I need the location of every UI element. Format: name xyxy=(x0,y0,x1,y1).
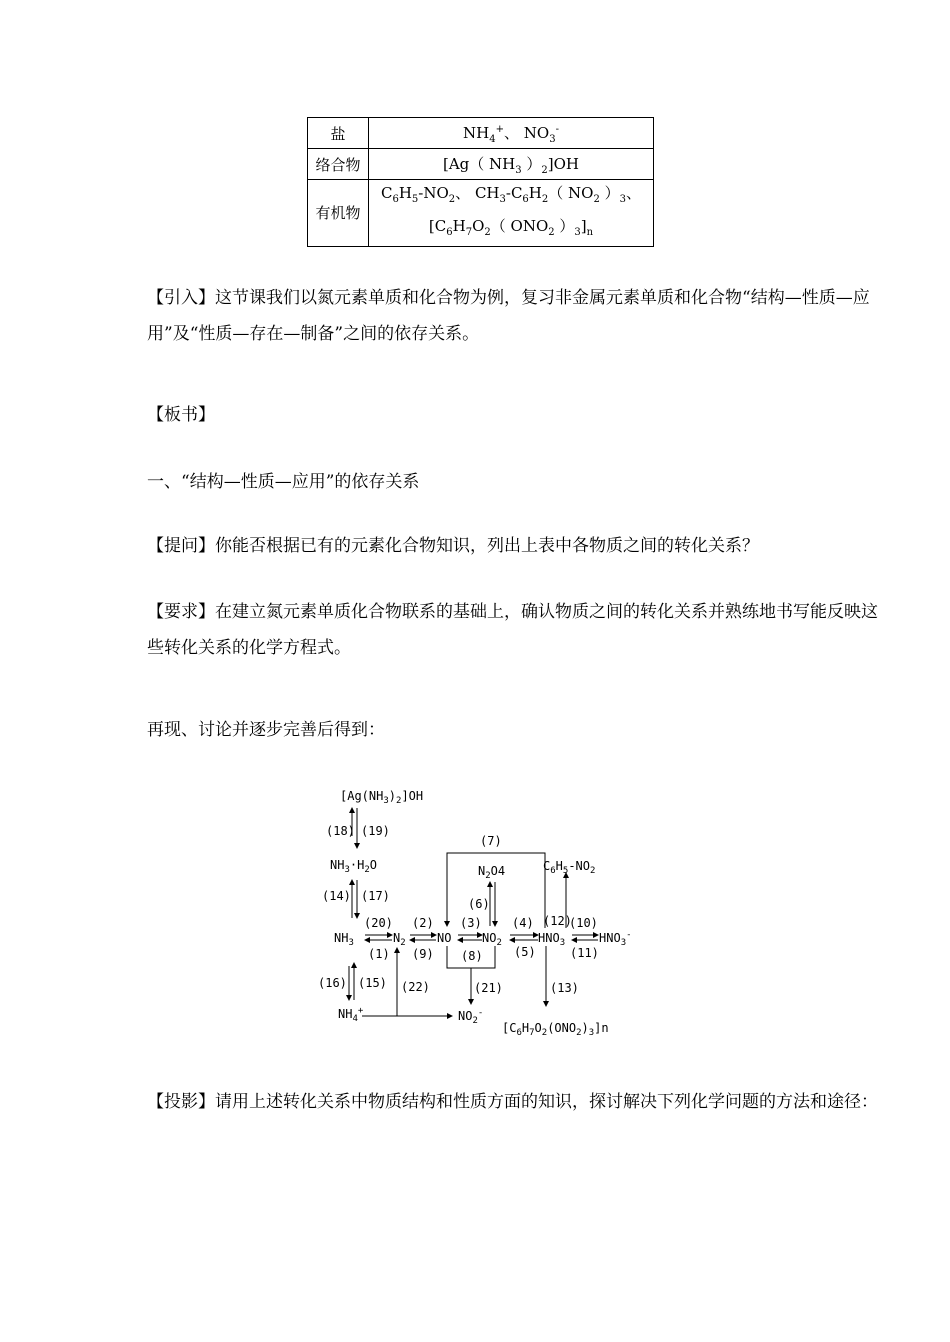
question-text: 你能否根据已有的元素化合物知识，列出上表中各物质之间的转化关系？ xyxy=(215,536,759,556)
result-line: 再现、讨论并逐步完善后得到： xyxy=(147,720,385,740)
species-hno3: $HNO_3$ xyxy=(538,931,566,948)
label-19: (19) xyxy=(361,824,390,838)
label-14: (14) xyxy=(322,889,351,903)
label-6: (6) xyxy=(468,897,490,911)
label-7: (7) xyxy=(480,834,502,848)
species-cellulose-nitrate: $[C_6H_7O_2(ONO_2)_3]n$ xyxy=(502,1021,609,1038)
heading-1: 一、“结构—性质—应用”的依存关系 xyxy=(147,472,420,492)
label-11: (11) xyxy=(570,946,599,960)
row-content-complex: [Ag（ $NH_3$ ）$_2]OH$ xyxy=(369,149,654,180)
species-no2: $NO_2$ xyxy=(482,931,502,948)
label-17: (17) xyxy=(361,889,390,903)
board-tag: 【板书】 xyxy=(147,405,215,425)
species-nh3: $NH_3$ xyxy=(334,931,354,948)
label-10: (10) xyxy=(569,916,598,930)
species-nitrite: $NO_2^-$ xyxy=(458,1008,484,1026)
label-15: (15) xyxy=(358,976,387,990)
species-nitrate-ion: $HNO_3^-$ xyxy=(599,930,632,948)
row-content-organic: $C_6H_5-NO_2$、 $CH_3-C_6H_2$（ $NO_2$ ）$_3$、 [$C_6H_7O_2$（ $ONO_2$ ）$_3]_n$ xyxy=(369,180,654,247)
projection-text: 请用上述转化关系中物质结构和性质方面的知识，探讨解决下列化学问题的方法和途径： xyxy=(215,1092,878,1112)
species-ag-complex: $[Ag(NH_3)_2]OH$ xyxy=(340,789,424,806)
requirement-text: 在建立氮元素单质化合物联系的基础上，确认物质之间的转化关系并熟练地书写能反映这些转化关系的化学方程式。 xyxy=(147,602,878,658)
label-22: (22) xyxy=(401,980,430,994)
label-1: (1) xyxy=(368,947,390,961)
label-18: (18) xyxy=(326,824,355,838)
label-20: (20) xyxy=(364,916,393,930)
label-16: (16) xyxy=(318,976,347,990)
row-category: 有机物 xyxy=(308,180,369,247)
nitrogen-conversion-diagram xyxy=(300,778,660,1048)
requirement-paragraph xyxy=(105,594,887,666)
row-content-salt: $NH_4^+$、 $NO_3^-$ xyxy=(369,118,654,149)
intro-paragraph xyxy=(105,280,887,352)
substance-table xyxy=(307,117,654,247)
label-4: (4) xyxy=(512,916,534,930)
label-21: (21) xyxy=(474,981,503,995)
species-nitrobenzene: $C_6H_5-NO_2$ xyxy=(543,859,596,876)
projection-paragraph xyxy=(105,1084,887,1120)
table-row xyxy=(308,118,654,149)
label-9: (9) xyxy=(412,947,434,961)
question-tag: 【提问】 xyxy=(147,536,215,556)
label-13: (13) xyxy=(550,981,579,995)
label-12: (12) xyxy=(543,914,572,928)
table-row xyxy=(308,180,654,247)
intro-text: 这节课我们以氮元素单质和化合物为例，复习非金属元素单质和化合物“结构—性质—应用”及“性质—存在—制备”之间的依存关系。 xyxy=(147,288,870,344)
label-5: (5) xyxy=(514,945,536,959)
species-n2o4: $N_2O4$ xyxy=(478,864,506,881)
species-ammonium: $NH_4^+$ xyxy=(338,1006,364,1024)
requirement-tag: 【要求】 xyxy=(147,602,215,622)
table-row xyxy=(308,149,654,180)
species-n2: $N_2$ xyxy=(393,931,406,948)
label-2: (2) xyxy=(412,916,434,930)
row-category: 盐 xyxy=(308,118,369,149)
label-8: (8) xyxy=(461,949,483,963)
species-ammonia-water: $NH_3\cdot H_2O$ xyxy=(330,858,377,875)
intro-tag: 【引入】 xyxy=(147,288,215,308)
row-category: 络合物 xyxy=(308,149,369,180)
projection-tag: 【投影】 xyxy=(147,1092,215,1112)
species-no: NO xyxy=(437,931,452,945)
label-3: (3) xyxy=(460,916,482,930)
question-paragraph xyxy=(105,528,887,564)
